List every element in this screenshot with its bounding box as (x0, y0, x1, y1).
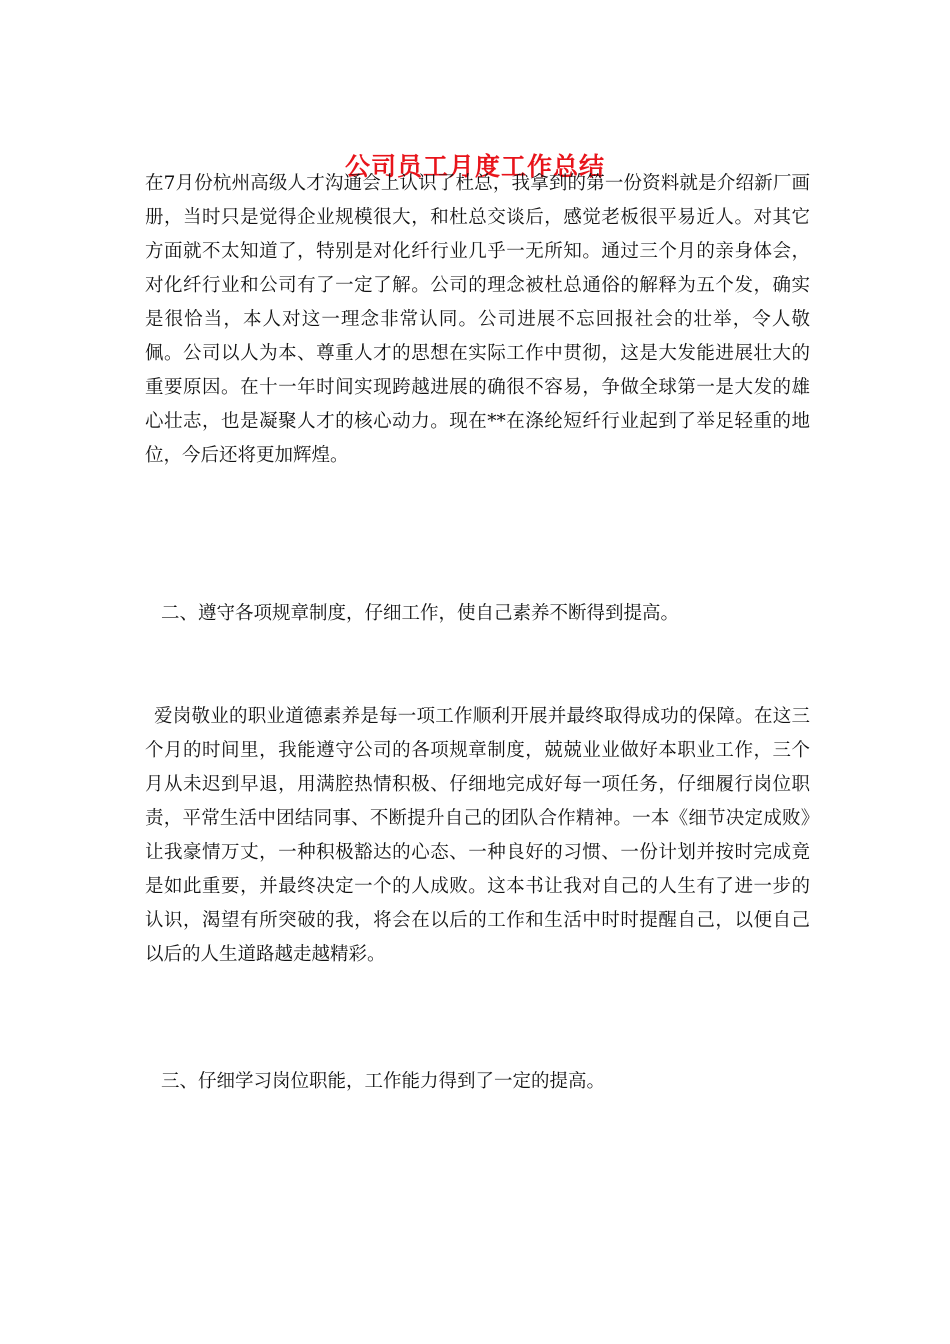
section-heading-3: 三、仔细学习岗位职能，工作能力得到了一定的提高。 (161, 1071, 606, 1092)
section-heading-2: 二、遵守各项规章制度，仔细工作，使自己素养不断得到提高。 (161, 603, 680, 624)
paragraph-intro: 在7月份杭州高级人才沟通会上认识了杜总，我拿到的第一份资料就是介绍新厂画册，当时只是觉得企业规模很大，和杜总交谈后，感觉老板很平易近人。对其它方面就不太知道了，特别是对化纤行业几乎一无所知。通过三个月的亲身体会，对化纤行业和公司有了一定了解。公司的理念被杜总通俗的解释为五个发，确实是很恰当，本人对这一理念非常认同。公司进展不忘回报社会的壮举，令人敬佩。公司以人为本、尊重人才的思想在实际工作中贯彻，这是大发能进展壮大的重要原因。在十一年时间实现跨越进展的确很不容易，争做全球第一是大发的雄心壮志，也是凝聚人才的核心动力。现在**在涤纶短纤行业起到了举足轻重的地位，今后还将更加辉煌。 (145, 173, 810, 466)
paragraph-section-2: 爱岗敬业的职业道德素养是每一项工作顺利开展并最终取得成功的保障。在这三个月的时间里，我能遵守公司的各项规章制度，兢兢业业做好本职业工作，三个月从未迟到早退，用满腔热情积极、仔细地完成好每一项任务，仔细履行岗位职责，平常生活中团结同事、不断提升自己的团队合作精神。一本《细节决定成败》让我豪情万丈，一种积极豁达的心态、一种良好的习惯、一份计划并按时完成竟是如此重要，并最终决定一个的人成败。这本书让我对自己的人生有了进一步的认识，渴望有所突破的我，将会在以后的工作和生活中时时提醒自己，以便自己以后的人生道路越走越精彩。 (145, 706, 810, 965)
document-title: 公司员工月度工作总结 (344, 152, 605, 181)
